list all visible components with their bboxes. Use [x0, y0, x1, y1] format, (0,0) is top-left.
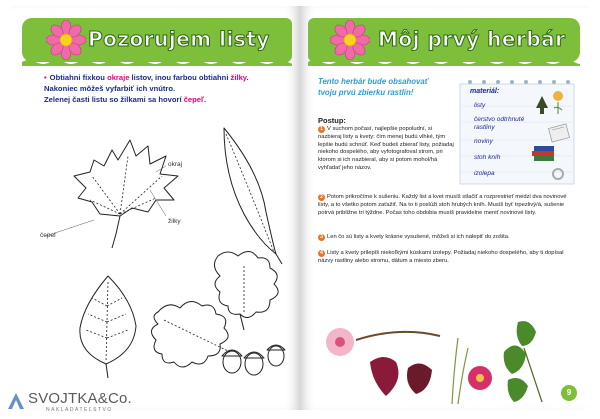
strawberry-leaf-image	[407, 363, 432, 394]
green-leaves-image	[504, 321, 536, 402]
book-stack-icon	[532, 146, 554, 161]
instruction-text: Obtiahni fixkou	[49, 73, 108, 82]
left-page-title: Pozorujem listy	[88, 27, 270, 51]
materials-title: materiál:	[470, 88, 500, 95]
procedure-step	[318, 126, 454, 173]
step-number-badge: 4	[318, 250, 325, 257]
publisher-logo	[6, 389, 156, 415]
procedure-step	[318, 250, 576, 266]
procedure-title: Postup:	[318, 116, 346, 125]
maple-leaf-drawing	[74, 140, 178, 248]
left-title-banner	[22, 18, 292, 62]
instruction-line-1	[44, 72, 284, 83]
banner-wave-decoration	[308, 58, 580, 66]
material-item: izolepa	[474, 170, 495, 177]
step-number-badge: 2	[318, 194, 325, 201]
pink-flower-image	[326, 328, 354, 356]
right-title-banner	[308, 18, 580, 62]
left-page	[8, 6, 300, 410]
pressed-plants-illustration	[320, 318, 558, 406]
keyword-zilky: žilky	[230, 73, 247, 82]
publisher-logo-icon	[6, 391, 26, 411]
step-text: Potom prikročíme k sušeniu. Každý list a kvet musíš stlačiť a rozprestrieť medzi dva novinové listy, a to všetko potom zaťažiť. Na to ti poslúži stoh hrubých kníh. Musíš byť trpezlivý/á, sušenie potrvá približne tri týždne. Počas toho obdobia musíš pravidelne meniť novinové listy.	[318, 194, 567, 216]
keyword-cepel: čepeľ	[183, 95, 204, 104]
red-leaf-image	[370, 357, 398, 396]
instruction-text: Zelenej časti listu so žilkami sa hovorí	[44, 95, 184, 104]
materials-box	[458, 78, 576, 186]
flower-icon	[46, 20, 86, 60]
material-item: listy	[474, 102, 486, 109]
label-okraj: okraj	[168, 161, 183, 168]
right-page-title: Môj prvý herbár	[378, 27, 566, 51]
instruction-text: .	[246, 73, 249, 82]
label-zilky: žilky	[168, 218, 181, 225]
instructions-text	[44, 72, 284, 105]
label-cepel: čepeľ	[40, 232, 56, 239]
procedure-step	[318, 194, 576, 217]
right-page	[300, 6, 592, 410]
magenta-flower-image	[468, 366, 492, 390]
instruction-text: listov, inou farbou obtiahni	[129, 73, 231, 82]
banner-wave-decoration	[22, 58, 292, 66]
step-number-badge: 1	[318, 126, 325, 133]
herbarium-intro: Tento herbár bude obsahovať tvoju prvú zbierku rastlín!	[318, 77, 429, 97]
grass-image	[452, 338, 468, 404]
instruction-line-3	[44, 94, 284, 105]
material-item: stoh kníh	[474, 154, 501, 161]
material-item: noviny	[474, 138, 493, 145]
publisher-subtitle: NAKLADATEĽSTVO	[46, 407, 113, 413]
bullet-icon: •	[44, 73, 47, 82]
publisher-name: SVOJTKA&Co.	[28, 390, 132, 407]
instruction-line-2: Nakoniec môžeš vyfarbiť ich vnútro.	[44, 84, 176, 93]
keyword-okraje: okraje	[107, 73, 130, 82]
page-number-badge: 9	[561, 385, 577, 401]
flower-icon	[330, 20, 370, 60]
step-text: Listy a kvety prilepíš niekoľkými kúskami izolepy. Požiadaj niekoho dospelého, aby ti dopísal názvy rastliny alebo stromu, dátum a miesto zberu.	[318, 250, 564, 264]
material-item: čerstvo odtrhnuté rastliny	[474, 116, 525, 131]
step-text: V suchom počasí, najlepšie popoludní, si nazbieraj listy a kvety: čím menej budú vlhké, tým lepšie budú schnúť. Keď budeš zbierať listy, požiadaj niekoho dospelého, aby vyfotografoval strom, pri ktorom si ich nazbieral, aby si potom mohol/há vyhľadať jeho názov.	[318, 126, 454, 171]
oak-leaf-drawing	[151, 251, 285, 375]
step-text: Len čo sú listy a kvety krásne vysušené, môžeš si ich nalepiť do zošita.	[327, 234, 510, 240]
long-leaf-drawing	[224, 128, 282, 264]
birch-leaf-drawing	[80, 276, 136, 378]
step-number-badge: 3	[318, 234, 325, 241]
open-book	[8, 6, 592, 410]
instruction-text: .	[203, 95, 207, 104]
twig-image	[356, 332, 440, 340]
procedure-step	[318, 234, 576, 242]
leaf-outline-drawings	[8, 116, 300, 406]
